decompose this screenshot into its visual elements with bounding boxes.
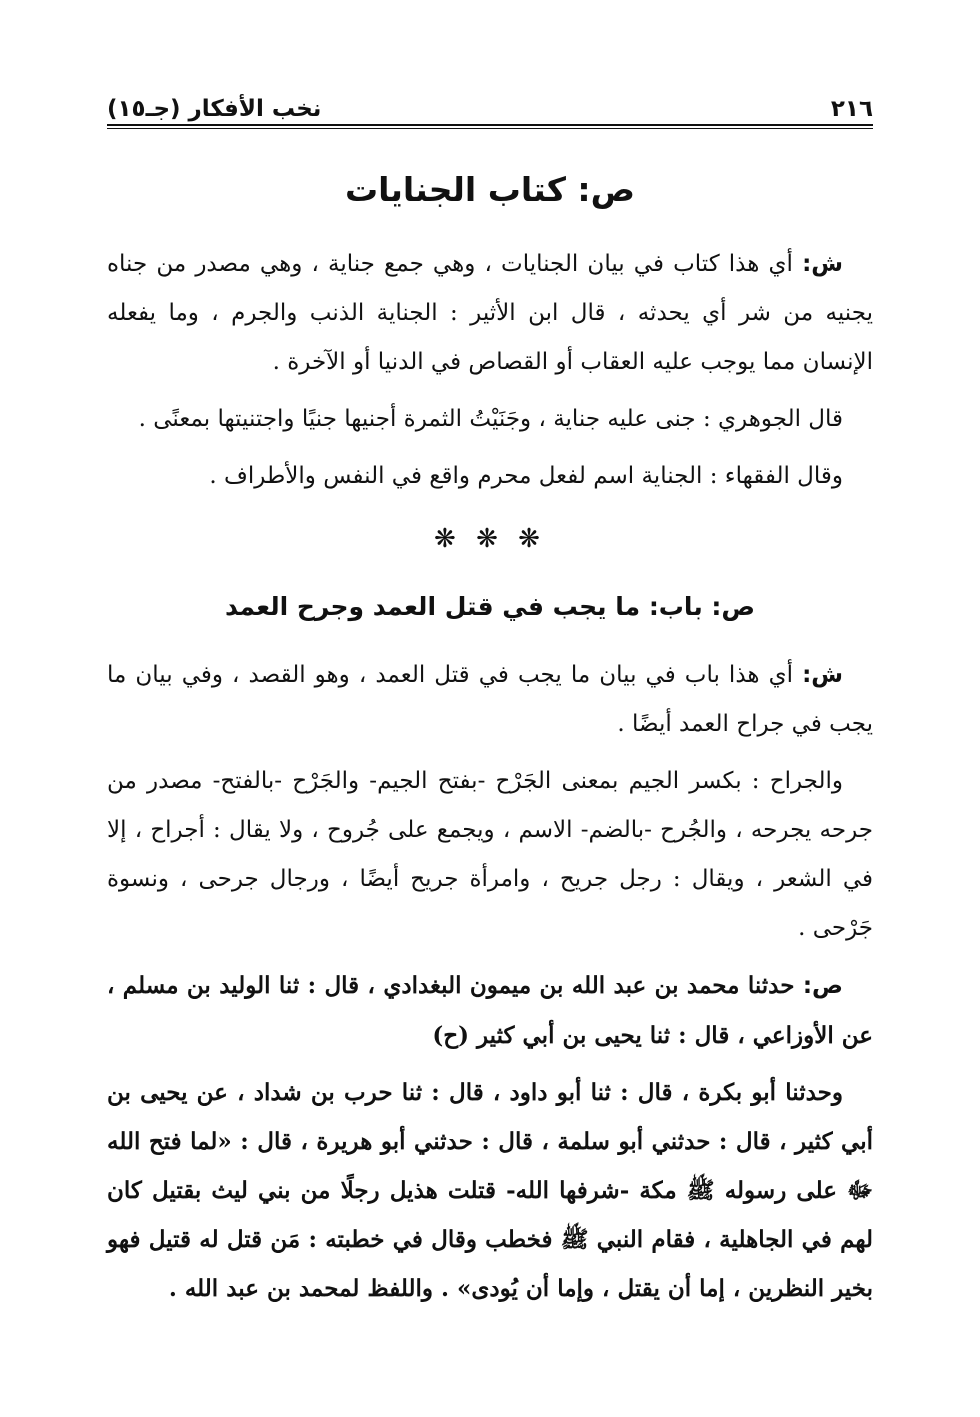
header-rule bbox=[107, 124, 873, 126]
jarh-paragraph: والجراح : بكسر الجيم بمعنى الجَرْح -بفتح الجيم- والجَرْح -بالفتح- مصدر من جرحه يجرحه ، والجُرح -بالضم- الاسم ، ويجمع على جُروح ، ولا يقال : أجراح ، إلا في الشعر ، ويقال : رجل جريح ، وامرأة جريح أيضًا ، ورجال جرحى ، ونسوة جَرْحى . bbox=[107, 768, 873, 941]
page-number: ٢١٦ bbox=[830, 96, 873, 122]
hadith-isnad-1 bbox=[107, 961, 873, 1060]
hadith-isnad-2: وحدثنا أبو بكرة ، قال : ثنا أبو داود ، قال : ثنا حرب بن شداد ، عن يحيى بن أبي كثير ، قال : حدثني أبو سلمة ، قال : حدثني أبو هريرة ، قال : «لما فتح الله ﷻ على رسوله ﷺ مكة -شرفها الله- قتلت هذيل رجلًا من بني ليث بقتيل كان لهم في الجاهلية ، فقام النبي ﷺ فخطب وقال في خطبته : مَن قتل له قتيل فهو بخير النظرين ، إما أن يقتل ، وإما أن يُودى» . واللفظ لمحمد بن عبد الله . bbox=[107, 1079, 873, 1302]
intro-paragraph bbox=[107, 240, 873, 387]
section-separator: ❋ ❋ ❋ bbox=[434, 524, 546, 554]
book-title: ص: كتاب الجنايات bbox=[344, 170, 636, 209]
running-header bbox=[107, 78, 873, 122]
chapter-sharh-text: أي هذا باب في بيان ما يجب في قتل العمد ، وهو القصد ، وفي بيان ما يجب في جراح العمد أيضًا . bbox=[107, 662, 873, 737]
sharh-marker: ش: bbox=[802, 251, 843, 277]
chapter-title: ص: باب: ما يجب في قتل العمد وجرح العمد bbox=[224, 592, 756, 621]
jawhari-paragraph: قال الجوهري : جنى عليه جناية ، وجَنَيْتُ الثمرة أجنيها جنيًا واجتنيتها بمعنًى . bbox=[138, 406, 843, 432]
sharh-marker: ش: bbox=[802, 662, 843, 688]
chapter-sharh-paragraph bbox=[107, 651, 873, 749]
isnad-1-text: حدثنا محمد بن عبد الله بن ميمون البغدادي ، قال : ثنا الوليد بن مسلم ، عن الأوزاعي ، قال : ثنا يحيى بن أبي كثير (ح) bbox=[107, 972, 873, 1049]
running-title: نخب الأفكار (جـ١٥) bbox=[107, 96, 322, 122]
intro-text: أي هذا كتاب في بيان الجنايات ، وهي جمع جناية ، وهي مصدر من جناه يجنيه من شر أي يحدثه ، قال ابن الأثير : الجناية الذنب والجرم ، وما يفعله الإنسان مما يوجب عليه العقاب أو القصاص في الدنيا أو الآخرة . bbox=[107, 251, 873, 375]
page-body bbox=[107, 160, 873, 1321]
matn-marker: ص: bbox=[802, 973, 843, 999]
fuqaha-paragraph: وقال الفقهاء : الجناية اسم لفعل محرم واقع في النفس والأطراف . bbox=[209, 463, 843, 489]
header-rule-thin bbox=[107, 128, 873, 129]
